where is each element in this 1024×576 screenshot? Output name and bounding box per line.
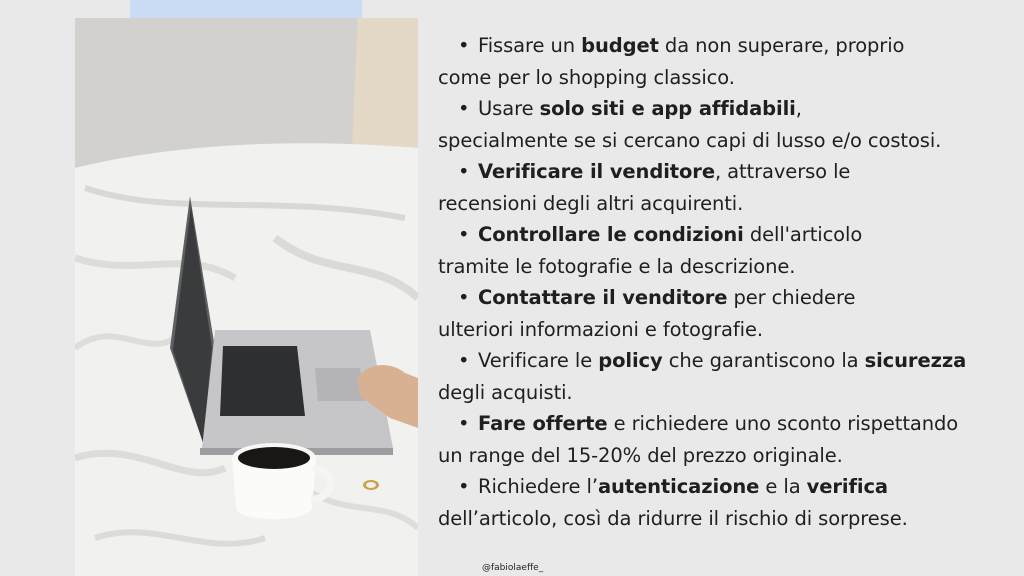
tip-text: e la bbox=[759, 475, 807, 498]
tip-line-first bbox=[438, 219, 1008, 251]
tip-text: come per lo shopping classico. bbox=[438, 65, 735, 89]
tip-keyword: verifica bbox=[806, 475, 888, 498]
tip-line-second bbox=[438, 503, 1008, 535]
bullet-icon: • bbox=[458, 412, 470, 435]
tip-item bbox=[438, 93, 1008, 156]
tip-item bbox=[438, 156, 1008, 219]
tip-line-second bbox=[438, 377, 1008, 409]
tip-text: per chiedere bbox=[727, 286, 856, 309]
tip-keyword: autenticazione bbox=[597, 475, 760, 498]
bullet-icon: • bbox=[458, 475, 470, 498]
tip-text: Fissare un bbox=[478, 34, 582, 57]
tip-text: Verificare le bbox=[478, 349, 599, 372]
tip-text: e richiedere uno sconto rispettando bbox=[607, 412, 959, 435]
tip-text: , bbox=[795, 97, 802, 120]
tip-line-first bbox=[438, 156, 1008, 188]
tip-item bbox=[438, 471, 1008, 534]
author-credit: @fabiolaeffe_ bbox=[482, 563, 544, 573]
tip-line-first bbox=[438, 471, 1008, 503]
tip-line-first bbox=[438, 93, 1008, 125]
bullet-icon: • bbox=[458, 286, 470, 309]
bullet-icon: • bbox=[458, 349, 470, 372]
tip-text: recensioni degli altri acquirenti. bbox=[438, 191, 744, 215]
tip-text: Usare bbox=[478, 97, 540, 120]
tip-keyword: Controllare le condizioni bbox=[478, 223, 744, 246]
tip-line-first bbox=[438, 30, 1008, 62]
tip-keyword: Fare offerte bbox=[478, 412, 608, 435]
tip-text: da non superare, proprio bbox=[658, 34, 905, 57]
bullet-icon: • bbox=[458, 97, 470, 120]
tip-keyword: Verificare il venditore bbox=[478, 160, 715, 183]
bullet-icon: • bbox=[458, 34, 470, 57]
tip-text: un range del 15-20% del prezzo originale. bbox=[438, 443, 843, 467]
bullet-icon: • bbox=[458, 223, 470, 246]
tip-line-first bbox=[438, 345, 1008, 377]
tip-line-first bbox=[438, 282, 1008, 314]
tip-text: che garantiscono la bbox=[662, 349, 865, 372]
tip-keyword: policy bbox=[598, 349, 663, 372]
tip-text: , attraverso le bbox=[714, 160, 851, 183]
top-accent-bar bbox=[130, 0, 362, 18]
tip-line-second bbox=[438, 251, 1008, 283]
tip-line-second bbox=[438, 62, 1008, 94]
tip-item bbox=[438, 282, 1008, 345]
tip-text: dell'articolo bbox=[743, 223, 863, 246]
laptop-bed-photo bbox=[75, 18, 418, 576]
tip-line-first bbox=[438, 408, 1008, 440]
tip-keyword: solo siti e app affidabili bbox=[539, 97, 796, 120]
tip-text: degli acquisti. bbox=[438, 380, 573, 404]
tip-text: dell’articolo, così da ridurre il rischio di sorprese. bbox=[438, 506, 908, 530]
tip-keyword: budget bbox=[581, 34, 659, 57]
tip-text: Richiedere l’ bbox=[478, 475, 598, 498]
tip-line-second bbox=[438, 188, 1008, 220]
tip-line-second bbox=[438, 440, 1008, 472]
tip-line-second bbox=[438, 125, 1008, 157]
tip-keyword: Contattare il venditore bbox=[478, 286, 728, 309]
tip-item bbox=[438, 345, 1008, 408]
tips-list bbox=[438, 30, 1008, 534]
tip-text: tramite le fotografie e la descrizione. bbox=[438, 254, 796, 278]
tip-line-second bbox=[438, 314, 1008, 346]
tip-item bbox=[438, 219, 1008, 282]
bullet-icon: • bbox=[458, 160, 470, 183]
tip-text: specialmente se si cercano capi di lusso e/o costosi. bbox=[438, 128, 942, 152]
tip-text: ulteriori informazioni e fotografie. bbox=[438, 317, 763, 341]
tip-item bbox=[438, 408, 1008, 471]
tip-item bbox=[438, 30, 1008, 93]
tip-keyword: sicurezza bbox=[864, 349, 967, 372]
